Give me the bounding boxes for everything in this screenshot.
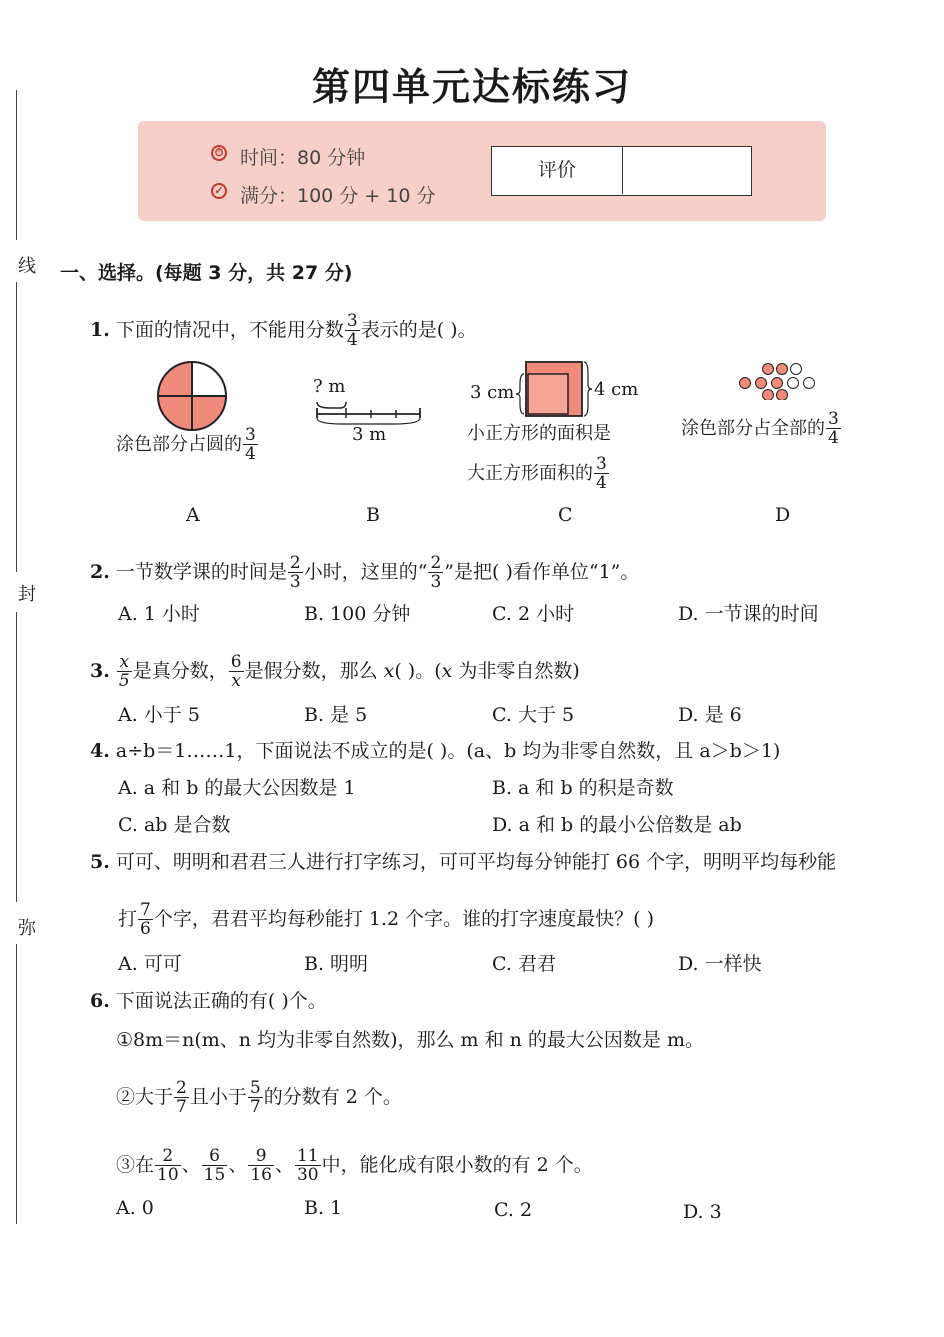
binding-line-bottom	[16, 944, 17, 1224]
question-3: 3. $\frac{x}{5}$ 是真分数， $\frac{6}{x}$ 是假分数，那么 x( )。(x 为非零自然数)	[90, 652, 580, 691]
q4-option-d: D. a 和 b 的最小公倍数是 ab	[492, 814, 742, 836]
q6-option-b: B. 1	[304, 1197, 343, 1219]
clock-icon: ⏱	[211, 145, 227, 161]
fraction: $\frac{x}{5}$	[118, 652, 130, 691]
question-text: 下面的情况中，不能用分数	[115, 319, 344, 341]
fraction: $\frac{3}{4}$	[346, 311, 358, 350]
q4-option-c: C. ab 是合数	[118, 814, 231, 836]
time-limit: 时间：80 分钟	[240, 147, 366, 169]
q6-statement-3: ③在 $\frac{2}{10}$ 、 $\frac{6}{15}$ 、 $\frac{9}{16}$ 、 $\frac{11}{30}$ 中，能化成有限小数的有 2 个。	[116, 1146, 593, 1185]
option-c-letter: C	[558, 504, 573, 526]
question-text: 可可、明明和君君三人进行打字练习，可可平均每分钟能打 66 个字，明明平均每秒能	[115, 851, 837, 873]
fraction: $\frac{5}{7}$	[249, 1078, 261, 1117]
q2-option-c: C. 2 小时	[492, 603, 575, 625]
question-text: a÷b＝1……1，下面说法不成立的是( )。(a、b 均为非零自然数，且 a＞b＞1)	[115, 740, 781, 762]
q5-option-a: A. 可可	[118, 953, 182, 975]
fraction: $\frac{3}{4}$	[245, 425, 256, 464]
option-a-caption: 涂色部分占圆的 $\frac{3}{4}$	[116, 425, 256, 464]
option-c-caption-2: 大正方形面积的 $\frac{3}{4}$	[467, 454, 607, 493]
q6-option-d: D. 3	[683, 1201, 722, 1223]
binding-line-mid2	[16, 612, 17, 902]
fraction: $\frac{2}{3}$	[289, 553, 301, 592]
question-5	[90, 853, 836, 872]
question-1	[90, 313, 477, 349]
q2-option-d: D. 一节课的时间	[678, 603, 819, 625]
fraction: $\frac{3}{4}$	[596, 454, 607, 493]
segment-unknown-label: ? m	[313, 376, 346, 397]
fraction: $\frac{11}{30}$	[296, 1146, 319, 1185]
question-number: 4.	[90, 740, 110, 762]
page-title: 第四单元达标练习	[311, 64, 632, 109]
question-6	[90, 992, 327, 1011]
q5-option-b: B. 明明	[304, 953, 369, 975]
binding-line-mid1	[16, 282, 17, 572]
q6-option-a: A. 0	[116, 1197, 154, 1219]
option-d-caption: 涂色部分占全部的 $\frac{3}{4}$	[681, 409, 839, 448]
q3-option-c: C. 大于 5	[492, 704, 575, 726]
q6-statement-2: ②大于 $\frac{2}{7}$ 且小于 $\frac{5}{7}$ 的分数有 2 个。	[116, 1078, 402, 1117]
big-square-label: 4 cm	[594, 379, 639, 400]
option-c-caption-1: 小正方形的面积是	[467, 423, 611, 444]
small-square-label: 3 cm	[470, 382, 515, 403]
q6-statement-1: ①8m＝n(m、n 均为非零自然数)，那么 m 和 n 的最大公因数是 m。	[116, 1029, 704, 1051]
question-2: 2. 一节数学课的时间是 $\frac{2}{3}$ 小时，这里的“ $\frac{2}{3}$ ”是把( )看作单位“1”。	[90, 553, 640, 592]
q4-option-a: A. a 和 b 的最大公因数是 1	[118, 777, 356, 799]
q6-option-c: C. 2	[494, 1199, 533, 1221]
question-number: 3.	[90, 660, 110, 682]
question-number: 1.	[90, 319, 110, 341]
fraction: $\frac{2}{10}$	[157, 1146, 179, 1185]
full-score: 满分：100 分 + 10 分	[240, 185, 436, 207]
evaluation-label: 评价	[492, 147, 623, 194]
section-heading: 一、选择。(每题 3 分，共 27 分)	[60, 262, 353, 284]
q4-option-b: B. a 和 b 的积是奇数	[492, 777, 674, 799]
margin-char-mi: 弥	[18, 918, 36, 939]
option-d-letter: D	[775, 504, 791, 526]
fraction: $\frac{6}{x}$	[230, 652, 242, 691]
q3-option-d: D. 是 6	[678, 704, 742, 726]
question-text: 下面说法正确的有( )个。	[115, 990, 327, 1012]
q5-option-d: D. 一样快	[678, 953, 762, 975]
dots-figure	[736, 362, 820, 400]
margin-char-xian: 线	[18, 256, 36, 277]
circle-figure	[156, 360, 228, 432]
margin-char-feng: 封	[18, 584, 36, 605]
fraction: $\frac{9}{16}$	[250, 1146, 272, 1185]
fraction: $\frac{2}{3}$	[430, 553, 442, 592]
question-4	[90, 742, 780, 761]
evaluation-box	[491, 146, 752, 196]
option-b-letter: B	[366, 504, 380, 526]
q3-option-b: B. 是 5	[304, 704, 368, 726]
question-number: 2.	[90, 561, 110, 583]
question-number: 6.	[90, 990, 110, 1012]
q2-option-b: B. 100 分钟	[304, 603, 411, 625]
option-a-letter: A	[186, 504, 200, 526]
question-number: 5.	[90, 851, 110, 873]
fraction: $\frac{6}{15}$	[203, 1146, 226, 1185]
squares-figure	[514, 360, 596, 418]
q3-option-a: A. 小于 5	[118, 704, 200, 726]
segment-figure	[312, 396, 424, 426]
question-5-line2: 打 $\frac{7}{6}$ 个字，君君平均每秒能打 1.2 个字。谁的打字速度最快？( )	[118, 900, 655, 939]
q5-option-c: C. 君君	[492, 953, 556, 975]
fraction: $\frac{2}{7}$	[176, 1078, 187, 1117]
question-text: 表示的是( )。	[360, 319, 477, 341]
segment-total-label: 3 m	[352, 424, 387, 445]
q2-option-a: A. 1 小时	[118, 603, 200, 625]
fraction: $\frac{7}{6}$	[140, 900, 151, 939]
binding-line-top	[16, 90, 17, 240]
check-icon: ✓	[211, 183, 227, 199]
fraction: $\frac{3}{4}$	[828, 409, 839, 448]
